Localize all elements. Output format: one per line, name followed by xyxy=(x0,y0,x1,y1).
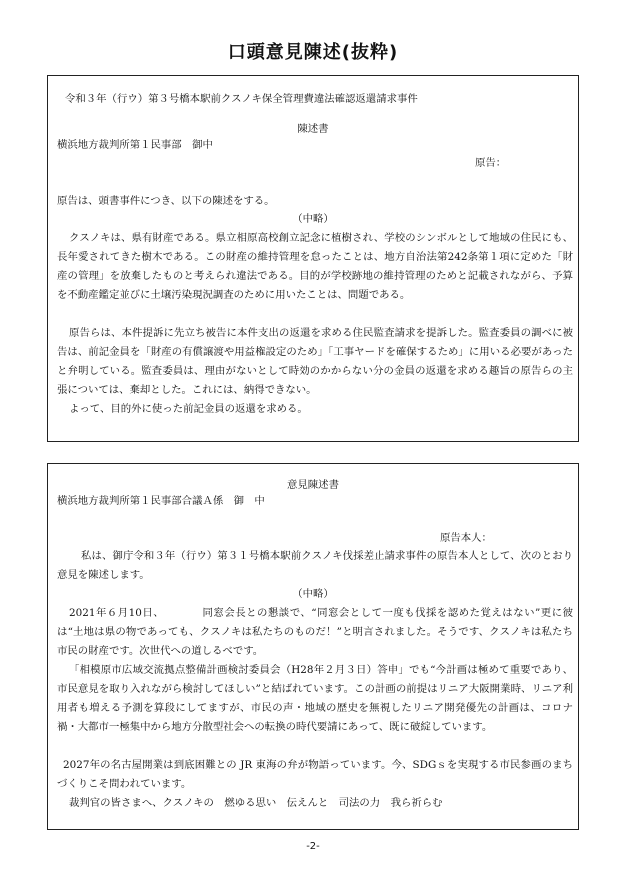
paragraph-alumni-talk: 2021年６月10日、 同窓会長との懇談で、“同窓会として一度も伐採を認めた覚えはない”更に彼は“土地は県の物であっても、クスノキは私たちのものだ！”と明言されました。そうです、クスノキは私たち市民の財産です。次世代への道しるべです。 xyxy=(57,607,573,657)
statement-title: 陳述書 xyxy=(297,123,329,135)
addressee: 横浜地方裁判所第１民事部合議Ａ係 御 中 xyxy=(57,495,265,507)
omission-mark: （中略） xyxy=(292,213,334,225)
addressee: 横浜地方裁判所第１民事部 御中 xyxy=(57,139,213,151)
intro-text: 原告は、頭書事件につき、以下の陳述をする。 xyxy=(57,195,275,207)
paragraph-camphor-tree: クスノキは、県有財産である。県立相原高校創立記念に植樹され、学校のシンボルとして地域の住民にも、長年愛されてきた樹木である。この財産の維持管理を怠ったことは、地方自治法第242条第１項に定めた「財産の管理」を放棄したものと考えられ違法である。目的が学校跡地の維持管理のためと記載されながら、予算を不動産鑑定並びに土壌汚染現況調査のために用いたことは、問題である。 xyxy=(57,232,573,301)
paragraph-committee-report: 「相模原市広域交流拠点整備計画検討委員会（H28年２月３日）答申」でも“今計画は極めて重要であり、市民意見を取り入れながら検討してほしい”と結ばれています。この計画の前提はリニア大阪開業時、リニア利用者も増える予測を算段にしてますが、市民の声・地域の歴史を無視したリニア開発優先の計画は、コロナ禍・大都市一極集中から地方分散型社会への転換の時代要請にあって、既に破綻しています。 xyxy=(57,664,573,733)
paragraph-audit-request: 原告らは、本件提訴に先立ち被告に本件支出の返還を求める住民監査請求を提訴した。監査委員の調べに被告は、前記金員を「財産の有償譲渡や用益権設定のため」「工事ヤードを確保するため」に用いる必要があったと弁明している。監査委員は、理由がないとして時効のかからない分の金員の返還を求める趣旨の原告らの主張については、棄却とした。これには、納得できない。 xyxy=(57,327,573,396)
statement-title: 意見陳述書 xyxy=(287,479,339,491)
case-name: 令和３年（行ウ）第３号橋本駅前クスノキ保全管理費違法確認返還請求事件 xyxy=(65,93,418,105)
conclusion-text: よって、目的外に使った前記金員の返還を求める。 xyxy=(69,403,308,415)
paragraph-sdgs: 2027年の名古屋開業は到底困難との JR 東海の弁が物語っています。今、SDGｓを実現する市民参画のまちづくりこそ問われています。 xyxy=(57,759,573,790)
omission-mark: （中略） xyxy=(292,588,334,600)
plaintiff-label: 原告本人： xyxy=(440,532,492,544)
plaintiff-label: 原告： xyxy=(475,157,507,169)
intro-text: 私は、御庁令和３年（行ウ）第３１号橋本駅前クスノキ伐採差止請求事件の原告本人として、次のとおり意見を陳述します。 xyxy=(57,550,573,581)
statement-box-1 xyxy=(47,75,579,442)
closing-poem: 裁判官の皆さまへ、クスノキの 燃ゆる思い 伝えんと 司法の力 我ら祈らむ xyxy=(69,797,443,809)
statement-box-2 xyxy=(47,463,579,830)
page-title: 口頭意見陳述(抜粋) xyxy=(227,42,399,63)
page-number: -2- xyxy=(306,841,320,852)
